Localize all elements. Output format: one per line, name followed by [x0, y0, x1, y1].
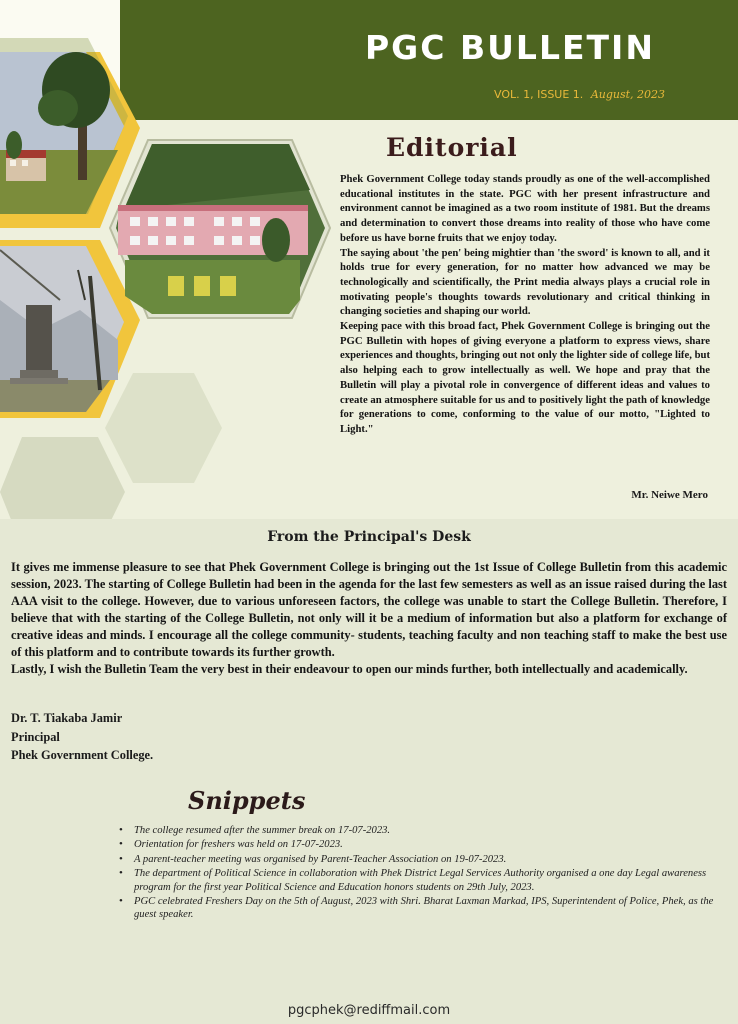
principal-paragraph: It gives me immense pleasure to see that Phek Government College is bringing out the 1st Issue of College Bulletin from this academic session, 2023. The starting of College Bulletin had been in the agenda for the last few semesters as well as an issue raised during the last AAA visit to the college. However, due to various unforeseen factors, the college was unable to start the College Bulletin. Therefore, I believe that with the starting of the College Bulletin, not only will it be a medium of information but also a platform for exchange of creative ideas and minds. I encourage all the college community- students, teaching faculty and non teaching staff to make the best use of this platform and to contribute towards its further growth. [11, 560, 727, 659]
principal-body [11, 559, 727, 678]
issue-number: VOL. 1, ISSUE 1. [494, 88, 584, 101]
snippet-item: • A parent-teacher meeting was organised by Parent-Teacher Association on 19-07-2023. [116, 853, 716, 866]
contact-email[interactable]: pgcphek@rediffmail.com [287, 1003, 451, 1018]
principal-title: From the Principal's Desk [267, 529, 471, 545]
college-building-photo [116, 144, 325, 314]
snippet-item: • PGC celebrated Freshers Day on the 5th of August, 2023 with Shri. Bharat Laxman Markad, IPS, Superintendent of Police, Phek, as the guest speaker. [116, 895, 716, 922]
snippet-item: • The department of Political Science in collaboration with Phek District Legal Services Authority organised a one day Legal awareness program for the first year Political Science and Education honors students on 29th July, 2023. [116, 867, 716, 894]
principal-signature [11, 709, 153, 765]
snippets-list [116, 824, 716, 923]
principal-paragraph: Lastly, I wish the Bulletin Team the very best in their endeavour to open our minds further, both intellectually and academically. [11, 662, 688, 676]
editorial-paragraph: Keeping pace with this broad fact, Phek Government College is bringing out the PGC Bulletin with hopes of giving everyone a platform to express views, share experiences and thoughts, bringing out not only the lighter side of college life, but also helping each to grow intellectually as well. We hope and pray that the Bulletin will play a pivotal role in convergence of different ideas and values to create an atmosphere suitable for us and to positively light the path of knowledge for generations to come, conforming to the value of our motto, "Lighted to Light." [340, 320, 711, 435]
editorial-body [340, 172, 710, 437]
signature-name: Dr. T. Tiakaba Jamir [11, 711, 123, 725]
snippets-title: Snippets [188, 786, 306, 815]
background-hexagon [105, 373, 222, 483]
editorial-author: Mr. Neiwe Mero [631, 489, 708, 501]
bulletin-title: PGC BULLETIN [365, 28, 655, 67]
editorial-paragraph: The saying about 'the pen' being mightier than 'the sword' is known to all, and it holds true for every generation, for no matter how advanced we may be technologically and scientifically, the Print media always plays a crucial role in motivating people's thoughts towards revolutionary and critical thinking in changing societies and shaping our world. [340, 246, 710, 318]
signature-org: Phek Government College. [11, 748, 154, 762]
editorial-paragraph: Phek Government College today stands proudly as one of the well-accomplished educational institutes in the state. PGC with her present infrastructure and environment cannot be imagined as a two room institute of 1981. But the dreams and determination to convert those dreams into reality of those who have come before us have borne fruits that we enjoy today. [340, 173, 710, 244]
signature-role: Principal [11, 729, 60, 744]
snippet-item: • Orientation for freshers was held on 17-07-2023. [116, 838, 716, 851]
snippet-item: • The college resumed after the summer break on 17-07-2023. [116, 824, 716, 837]
issue-date: August, 2023 [590, 88, 666, 101]
editorial-title: Editorial [386, 133, 518, 162]
